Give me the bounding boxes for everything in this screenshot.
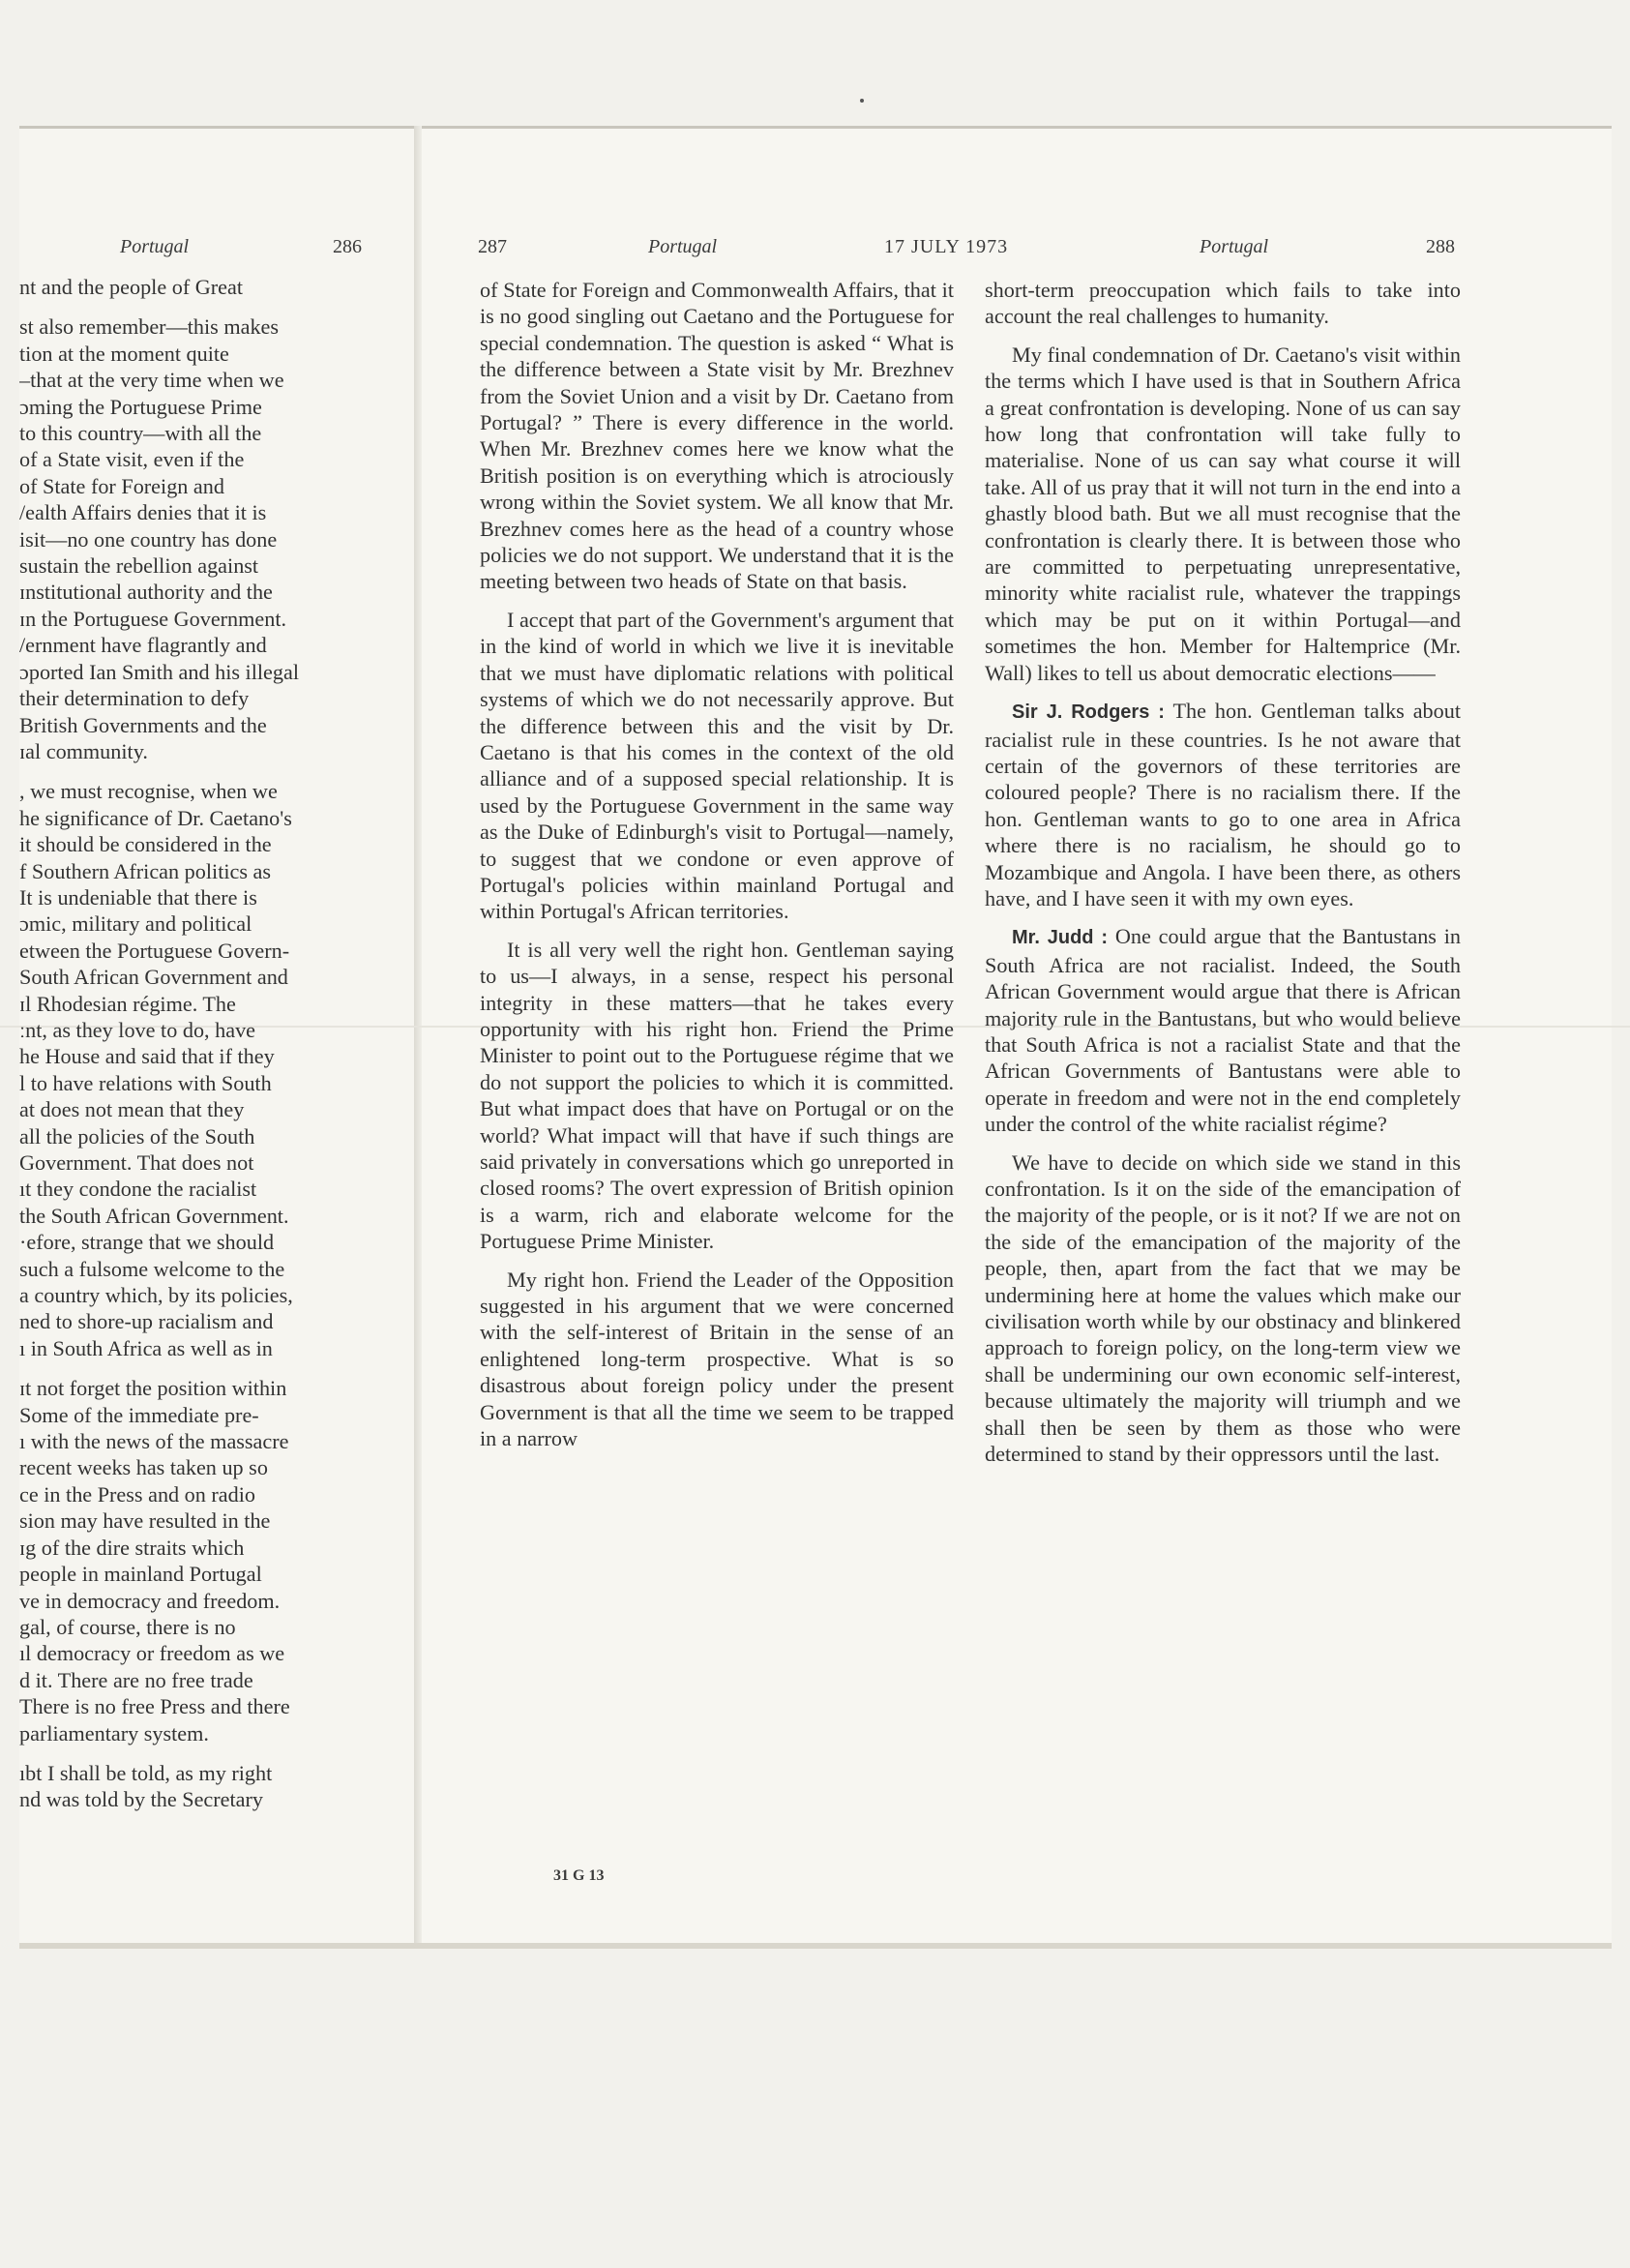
left-column-line: the South African Government. [19, 1203, 289, 1228]
left-column-line: to this country—with all the [19, 421, 262, 446]
middle-paragraph: I accept that part of the Government's argument that in the kind of world in which we live it is inevitable that we must have diplomatic relations with political systems of which we do not necessarily approve. But the difference between this and the visit by Dr. Caetano is that his comes in the context of the old alliance and of a supposed special relationship. It is used by the Portuguese Government in the same way as the Duke of Edinburgh's visit to Portugal—namely, to suggest that we condone or even approve of Portugal's policies within mainland Portugal and within Portugal's African territories. [480, 607, 954, 924]
header-middle-page-number: 287 [478, 236, 507, 257]
left-column-line: ce in the Press and on radio [19, 1481, 255, 1507]
left-column-line: /ernment have flagrantly and [19, 633, 267, 658]
left-column-line: ı in South Africa as well as in [19, 1335, 273, 1360]
right-paragraph: short-term preoccupation which fails to take into account the real challenges to humanity. [985, 278, 1461, 329]
left-column-line: all the policies of the South [19, 1123, 255, 1149]
left-column-line: ɪg of the dire straits which [19, 1535, 245, 1560]
left-column-line: a country which, by its policies, [19, 1283, 293, 1308]
left-column-line: gal, of course, there is no [19, 1614, 236, 1639]
header-left-page-number: 286 [333, 236, 362, 257]
middle-paragraph: It is all very well the right hon. Gentleman saying to us—I always, in a sense, respect his personal integrity in these matters—that he takes every opportunity with his right hon. Friend the Prime Minister to point out to the Portuguese régime that we do not support the policies to which it is committed. But what impact does that have on Portugal or on the world? What impact will that have if such things are said privately in conversations which go unreported in closed rooms? The overt expression of British opinion is a warm, rich and elaborate welcome for the Portuguese Prime Minister. [480, 937, 954, 1254]
left-column-line: etween the Portuguese Govern- [19, 938, 290, 963]
left-column-line: of State for Foreign and [19, 473, 224, 498]
header-right-page-number: 288 [1426, 236, 1455, 257]
left-column-line: he significance of Dr. Caetano's [19, 805, 292, 830]
left-column-line: ve in democracy and freedom. [19, 1588, 281, 1613]
left-column-line: British Governments and the [19, 712, 267, 737]
left-column-line: ɪn the Portuguese Government. [19, 606, 287, 631]
left-column-line: of a State visit, even if the [19, 447, 245, 472]
left-column-line: f Southern African politics as [19, 858, 272, 883]
left-column-line: at does not mean that they [19, 1097, 245, 1122]
left-column-line: ɔming the Portuguese Prime [19, 394, 262, 419]
left-column-line: nt and the people of Great [19, 275, 244, 299]
left-column-line: st also remember—this makes [19, 314, 280, 340]
left-column-line: recent weeks has taken up so [19, 1455, 268, 1480]
left-column-line: sion may have resulted in the [19, 1508, 271, 1534]
left-column-line: tion at the moment quite [19, 341, 229, 366]
middle-paragraph: of State for Foreign and Commonwealth Affairs, that it is no good singling out Caetano and the Portuguese for special condemnation. The question is asked “ What is the difference between a State visit by Mr. Brezhnev from the Soviet Union and a visit by Dr. Caetano from Portugal? ” There is every difference in the world. When Mr. Brezhnev comes here we know what the British position is on everything which is atrociously wrong within the Soviet system. We all know that Mr. Brezhnev comes here as the head of a country whose policies we do not support. We understand that it is the meeting between two heads of State on that basis. [480, 278, 954, 594]
left-column-line [19, 1361, 379, 1375]
left-column-line: such a fulsome welcome to the [19, 1256, 285, 1281]
left-column-line: ned to shore-up racialism and [19, 1309, 274, 1334]
left-column-line: There is no free Press and there [19, 1694, 290, 1719]
left-column-line [19, 764, 379, 778]
left-column-line: ːnt, as they love to do, have [19, 1017, 256, 1042]
left-column-line: d it. There are no free trade [19, 1667, 253, 1692]
left-column-line: nd was told by the Secretary [19, 1787, 264, 1812]
left-column-line: ·efore, strange that we should [19, 1230, 275, 1255]
left-column-line: ɔported Ian Smith and his illegal [19, 659, 299, 684]
left-column-line: ıbt I shall be told, as my right [19, 1760, 273, 1785]
left-column-line: ɪal community. [19, 738, 148, 763]
speech-text: One could argue that the Bantustans in South Africa are not racialist. Indeed, the South African Government would argue that there is African majority rule in the Bantustans, but who would believe that South Africa is not a racialist State and that the African Governments of Bantustans were able to operate in freedom and were not in the end completely under the control of the white racialist régime? [985, 924, 1462, 1137]
left-column-line [19, 300, 379, 313]
speech-text: The hon. Gentleman talks about racialist rule in these countries. Is he not aware that certain of the governors of these territories are coloured people? There is no racialism there. If the hon. Gentleman wants to go to one area in Africa where there is no racialism, he should go to Mozambique and Angola. I have been there, as others have, and I have seen it with my own eyes. [985, 699, 1462, 910]
left-column-line: isit—no one country has done [19, 526, 278, 552]
left-column-line: l to have relations with South [19, 1070, 272, 1095]
left-column-line: their determination to defy [19, 686, 250, 711]
book-spine [414, 126, 422, 1945]
speaker-name: Sir J. Rodgers : [1012, 701, 1165, 724]
left-column-line: ıl democracy or freedom as we [19, 1641, 285, 1666]
left-column-line: ɪl Rhodesian régime. The [19, 991, 236, 1016]
left-column-line: South African Government and [19, 965, 288, 990]
speaker-name: Mr. Judd : [1012, 927, 1109, 949]
left-column-line: sustain the rebellion against [19, 553, 259, 579]
left-column-line [19, 1746, 379, 1760]
middle-paragraph: My right hon. Friend the Leader of the Opposition suggested in his argument that we were concerned with the self-interest of Britain in the sense of an enlightened long-term prospective. What is so disastrous about foreign policy under the present Government is that all the time we seem to be trapped in a narrow [480, 1267, 954, 1451]
left-column-line: ɔmic, military and political [19, 911, 252, 937]
header-date: 17 JULY 1973 [884, 236, 1009, 257]
speck-mark [860, 99, 864, 103]
left-column-line: parliamentary system. [19, 1720, 209, 1746]
right-paragraph-speaker [985, 923, 1461, 1137]
header-left-section: Portugal [120, 236, 190, 257]
left-column-line: he House and said that if they [19, 1044, 275, 1069]
page-bottom-edge [19, 1943, 1612, 1949]
left-column-line: ı with the news of the massacre [19, 1429, 289, 1454]
right-paragraph-speaker [985, 698, 1461, 911]
right-column-text [985, 277, 1461, 1478]
right-paragraph: We have to decide on which side we stand in this confrontation. Is it on the side of the emancipation of the majority of the people, or is it not? If we are not on the side of the emancipation of the majority of the people, then, apart from the fact that we may be undermining here at home the values which make our civilisation worth while by our obstinacy and blinkered approach to foreign policy, on the long-term view we shall be undermining our own economic self-interest, because ultimately the majority will triumph and we shall then be seen by them as those who were determined to stand by their oppressors until the last. [985, 1149, 1461, 1467]
left-column-line: people in mainland Portugal [19, 1562, 262, 1587]
left-column-line: It is undeniable that there is [19, 884, 257, 910]
page-signature-mark: 31 G 13 [553, 1867, 605, 1884]
left-column-line: ɪt not forget the position within [19, 1376, 287, 1401]
left-column-line: –that at the very time when we [19, 368, 284, 393]
left-column-line: Government. That does not [19, 1150, 254, 1175]
middle-column-text [480, 277, 954, 1463]
left-column-line: , we must recognise, when we [19, 779, 278, 804]
header-right-section: Portugal [1200, 236, 1269, 257]
left-column-line: ıt they condone the racialist [19, 1177, 257, 1202]
header-middle-section: Portugal [648, 236, 718, 257]
left-column-line: ɪnstitutional authority and the [19, 580, 273, 605]
left-column-line: Some of the immediate pre- [19, 1402, 259, 1427]
right-paragraph: My final condemnation of Dr. Caetano's visit within the terms which I have used is that in Southern Africa a great confrontation is developing. None of us can say how long that confrontation will take fully to materialise. None of us can say what course it will take. All of us pray that it will not turn in the end into a ghastly blood bath. But we all must recognise that the confrontation is clearly there. It is between those who are committed to perpetuating unrepresentative, minority white racialist rule, whatever the trappings which may be put on it within Portugal—and sometimes the hon. Member for Haltemprice (Mr. Wall) likes to tell us about democratic elections—— [985, 342, 1461, 685]
left-column-line: it should be considered in the [19, 832, 272, 857]
left-column-line: /ealth Affairs denies that it is [19, 500, 267, 525]
left-column-text [19, 274, 379, 1841]
